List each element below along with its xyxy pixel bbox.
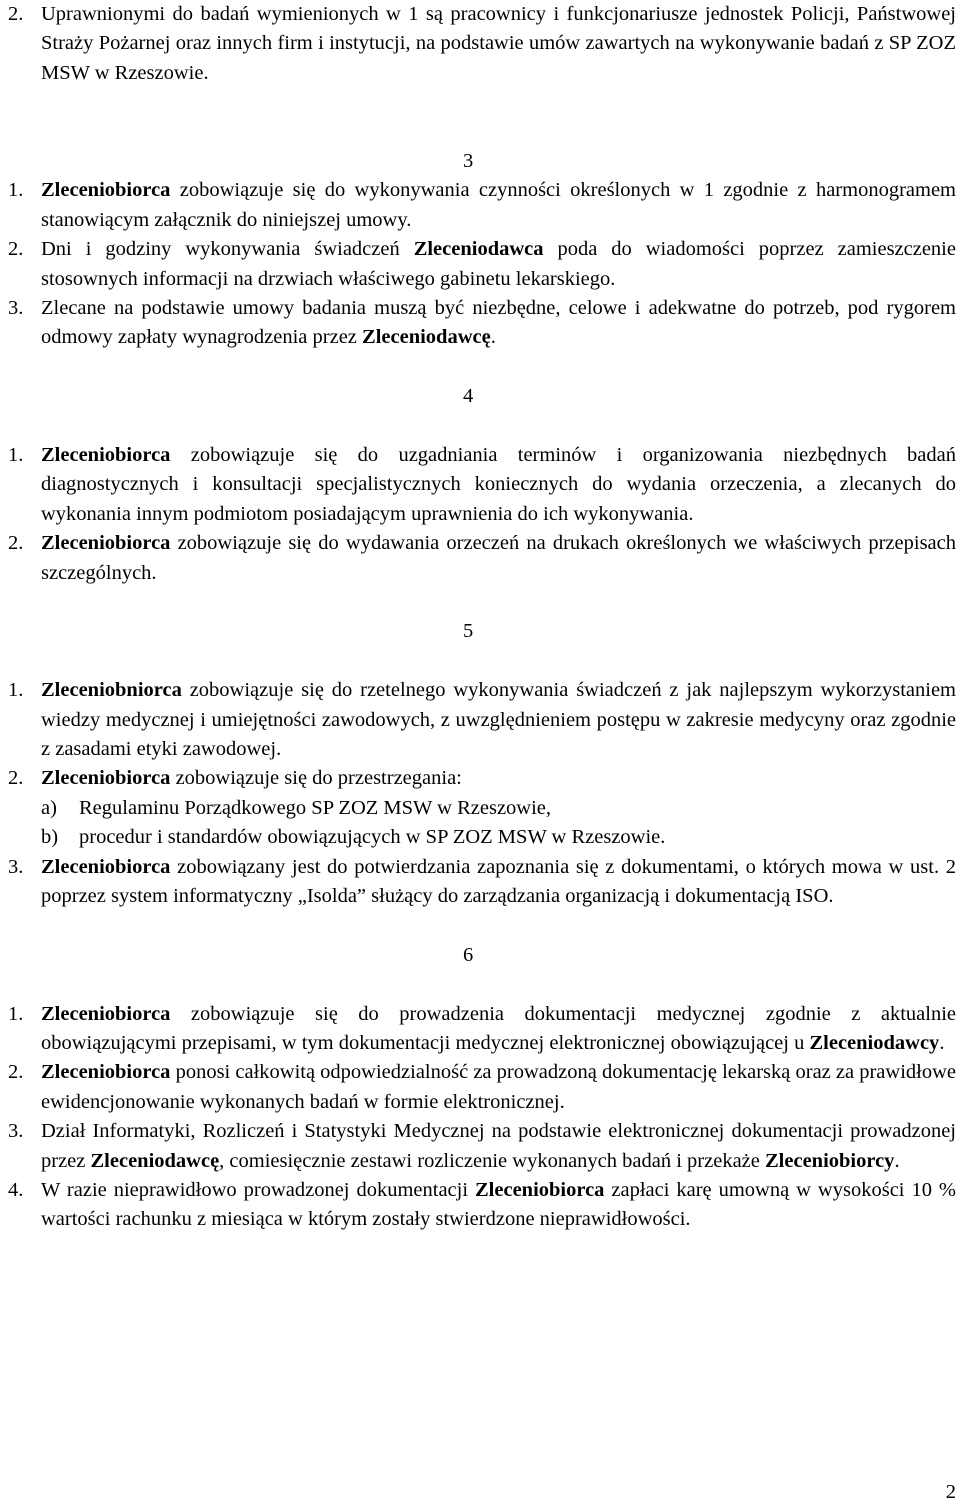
section-heading bbox=[8, 382, 956, 411]
numbered-paragraph bbox=[8, 294, 956, 353]
section-heading-text: 4 bbox=[463, 385, 474, 408]
party-name: Zleceniobiorca bbox=[41, 444, 171, 467]
text-run: zobowiązuje się do przestrzegania: bbox=[170, 767, 462, 790]
text-run: zobowiązuje się do prowadzenia dokumentacji medycznej zgodnie z aktualnie obowiązującymi przepisami, w tym dokumentacji medycznej elektronicznej obowiązującej u bbox=[41, 1002, 956, 1055]
intro-paragraph bbox=[8, 0, 956, 88]
text-run: zobowiązuje się do uzgadniania terminów i organizowania niezbędnych badań diagnostycznych i konsultacji specjalistycznych koniecznych do wydania orzeczenia, a zlecanych do wykonania innym podmiotom posiadającym uprawnienia do ich wykonywania. bbox=[41, 444, 956, 525]
paragraph-text bbox=[41, 676, 956, 764]
text-run: Dni i godziny wykonywania świadczeń bbox=[41, 238, 414, 261]
section-items bbox=[8, 676, 956, 911]
numbered-paragraph bbox=[8, 441, 956, 529]
party-name: Zleceniodawcę bbox=[90, 1149, 220, 1172]
numbered-paragraph bbox=[8, 764, 956, 793]
sub-list-text: Regulaminu Porządkowego SP ZOZ MSW w Rzeszowie, bbox=[79, 796, 552, 819]
party-name: Zleceniobiorca bbox=[41, 1002, 171, 1025]
section-heading-text: 5 bbox=[463, 620, 474, 643]
section-heading bbox=[8, 147, 956, 176]
party-name: Zleceniobiorca bbox=[41, 179, 171, 202]
spacer bbox=[8, 353, 956, 382]
numbered-paragraph bbox=[8, 1117, 956, 1176]
paragraph-number: 2. bbox=[8, 1061, 24, 1084]
section-5 bbox=[8, 617, 956, 911]
section-heading-text: 6 bbox=[463, 943, 474, 966]
text-run: W razie nieprawidłowo prowadzonej dokumentacji bbox=[41, 1179, 475, 1202]
text-run: . bbox=[939, 1032, 945, 1055]
paragraph-text bbox=[41, 1176, 956, 1235]
party-name: Zleceniobiorca bbox=[41, 1061, 171, 1084]
paragraph-text bbox=[41, 1000, 956, 1059]
paragraph-text bbox=[41, 1058, 956, 1117]
party-name: Zleceniobiorca bbox=[475, 1179, 605, 1202]
text-run: . bbox=[894, 1149, 900, 1172]
section-heading bbox=[8, 617, 956, 646]
numbered-paragraph bbox=[8, 676, 956, 764]
text-run: , comiesięcznie zestawi rozliczenie wykonanych badań i przekaże bbox=[219, 1149, 765, 1172]
document-page bbox=[8, 0, 956, 1235]
sub-list-letter: a) bbox=[41, 796, 57, 819]
section-items bbox=[8, 1000, 956, 1235]
paragraph-text: Uprawnionymi do badań wymienionych w 1 są pracownicy i funkcjonariusze jednostek Policji, Państwowej Straży Pożarnej oraz innych firm i instytucji, na podstawie umów zawartych na wykonywanie badań z SP ZOZ MSW w Rzeszowie. bbox=[41, 3, 956, 84]
section-items bbox=[8, 441, 956, 588]
text-run: zobowiązuje się do rzetelnego wykonywania świadczeń z jak najlepszym wykorzystaniem wiedzy medycznej i umiejętności zawodowych, z uwzględnieniem postępu w zakresie medycyny oraz zgodnie z zasadami etyki zawodowej. bbox=[41, 679, 956, 761]
spacer bbox=[8, 88, 956, 147]
section-6 bbox=[8, 941, 956, 1235]
spacer bbox=[8, 412, 956, 441]
spacer bbox=[8, 970, 956, 999]
numbered-paragraph bbox=[8, 1176, 956, 1235]
text-run: zobowiązany jest do potwierdzania zapoznania się z dokumentami, o których mowa w ust. 2 poprzez system informatyczny „Isolda” służący do zarządzania organizacją i dokumentacją ISO. bbox=[41, 855, 956, 908]
spacer bbox=[8, 647, 956, 676]
party-name: Zleceniodawcy bbox=[809, 1032, 940, 1055]
party-name: Zleceniodawca bbox=[413, 238, 544, 261]
paragraph-number: 1. bbox=[8, 679, 24, 702]
text-run: poda do wiadomości poprzez zamieszczenie stosownych informacji na drzwiach właściwego gabinetu lekarskiego. bbox=[41, 238, 956, 290]
paragraph-text bbox=[41, 1117, 956, 1176]
text-run: zapłaci karę umowną w wysokości 10 % wartości rachunku z miesiąca w którym zostały stwierdzone nieprawidłowości. bbox=[41, 1179, 956, 1231]
party-name: Zleceniobiorca bbox=[41, 532, 171, 555]
paragraph-number: 3. bbox=[8, 297, 24, 320]
paragraph-number: 3. bbox=[8, 1120, 24, 1143]
sub-list-text: procedur i standardów obowiązujących w SP ZOZ MSW w Rzeszowie. bbox=[79, 826, 666, 849]
paragraph-number: 1. bbox=[8, 444, 24, 467]
paragraph-text bbox=[41, 529, 956, 588]
text-run: Dział Informatyki, Rozliczeń i Statystyki Medycznej na podstawie elektronicznej dokumentacji prowadzonej przez bbox=[41, 1120, 956, 1172]
paragraph-number: 2. bbox=[8, 238, 24, 261]
page-number: 2 bbox=[945, 1481, 956, 1503]
paragraph-text bbox=[41, 853, 956, 912]
section-4 bbox=[8, 382, 956, 588]
party-name: Zleceniobniorca bbox=[41, 679, 182, 702]
numbered-paragraph bbox=[8, 176, 956, 235]
party-name: Zleceniodawcę bbox=[362, 326, 491, 349]
party-name: Zleceniobiorca bbox=[41, 767, 171, 790]
text-run: zobowiązuje się do wydawania orzeczeń na drukach określonych we właściwych przepisach szczególnych. bbox=[41, 532, 956, 584]
paragraph-number: 4. bbox=[8, 1179, 24, 1202]
paragraph-number: 2. bbox=[8, 3, 24, 25]
paragraph-text bbox=[41, 176, 956, 235]
text-run: zobowiązuje się do wykonywania czynności określonych w 1 zgodnie z harmonogramem stanowiącym załącznik do niniejszej umowy. bbox=[41, 179, 956, 231]
section-items bbox=[8, 176, 956, 352]
numbered-paragraph bbox=[8, 1000, 956, 1059]
paragraph-text bbox=[41, 294, 956, 353]
party-name: Zleceniobiorca bbox=[41, 855, 171, 878]
section-3 bbox=[8, 147, 956, 353]
sub-list-item bbox=[8, 794, 956, 823]
section-heading-text: 3 bbox=[463, 150, 474, 173]
paragraph-number: 2. bbox=[8, 767, 24, 790]
text-run: Zlecane na podstawie umowy badania muszą być niezbędne, celowe i adekwatne do potrzeb, pod rygorem odmowy zapłaty wynagrodzenia przez bbox=[41, 297, 956, 349]
numbered-paragraph bbox=[8, 235, 956, 294]
paragraph-number: 1. bbox=[8, 1002, 24, 1025]
section-heading bbox=[8, 941, 956, 970]
text-run: . bbox=[490, 326, 496, 349]
text-run: ponosi całkowitą odpowiedzialność za prowadzoną dokumentację lekarską oraz za prawidłowe ewidencjonowanie wykonanych badań w formie elektronicznej. bbox=[41, 1061, 956, 1113]
paragraph-number: 2. bbox=[8, 532, 24, 555]
party-name: Zleceniobiorcy bbox=[765, 1149, 895, 1172]
numbered-paragraph bbox=[8, 1058, 956, 1117]
paragraph-text bbox=[41, 235, 956, 294]
paragraph-text bbox=[41, 764, 956, 793]
numbered-paragraph bbox=[8, 853, 956, 912]
sub-list-item bbox=[8, 823, 956, 852]
paragraph-number: 3. bbox=[8, 855, 24, 878]
spacer bbox=[8, 911, 956, 940]
paragraph-number: 1. bbox=[8, 179, 24, 202]
spacer bbox=[8, 588, 956, 617]
sub-list-letter: b) bbox=[41, 826, 59, 849]
paragraph-text bbox=[41, 441, 956, 529]
numbered-paragraph bbox=[8, 529, 956, 588]
